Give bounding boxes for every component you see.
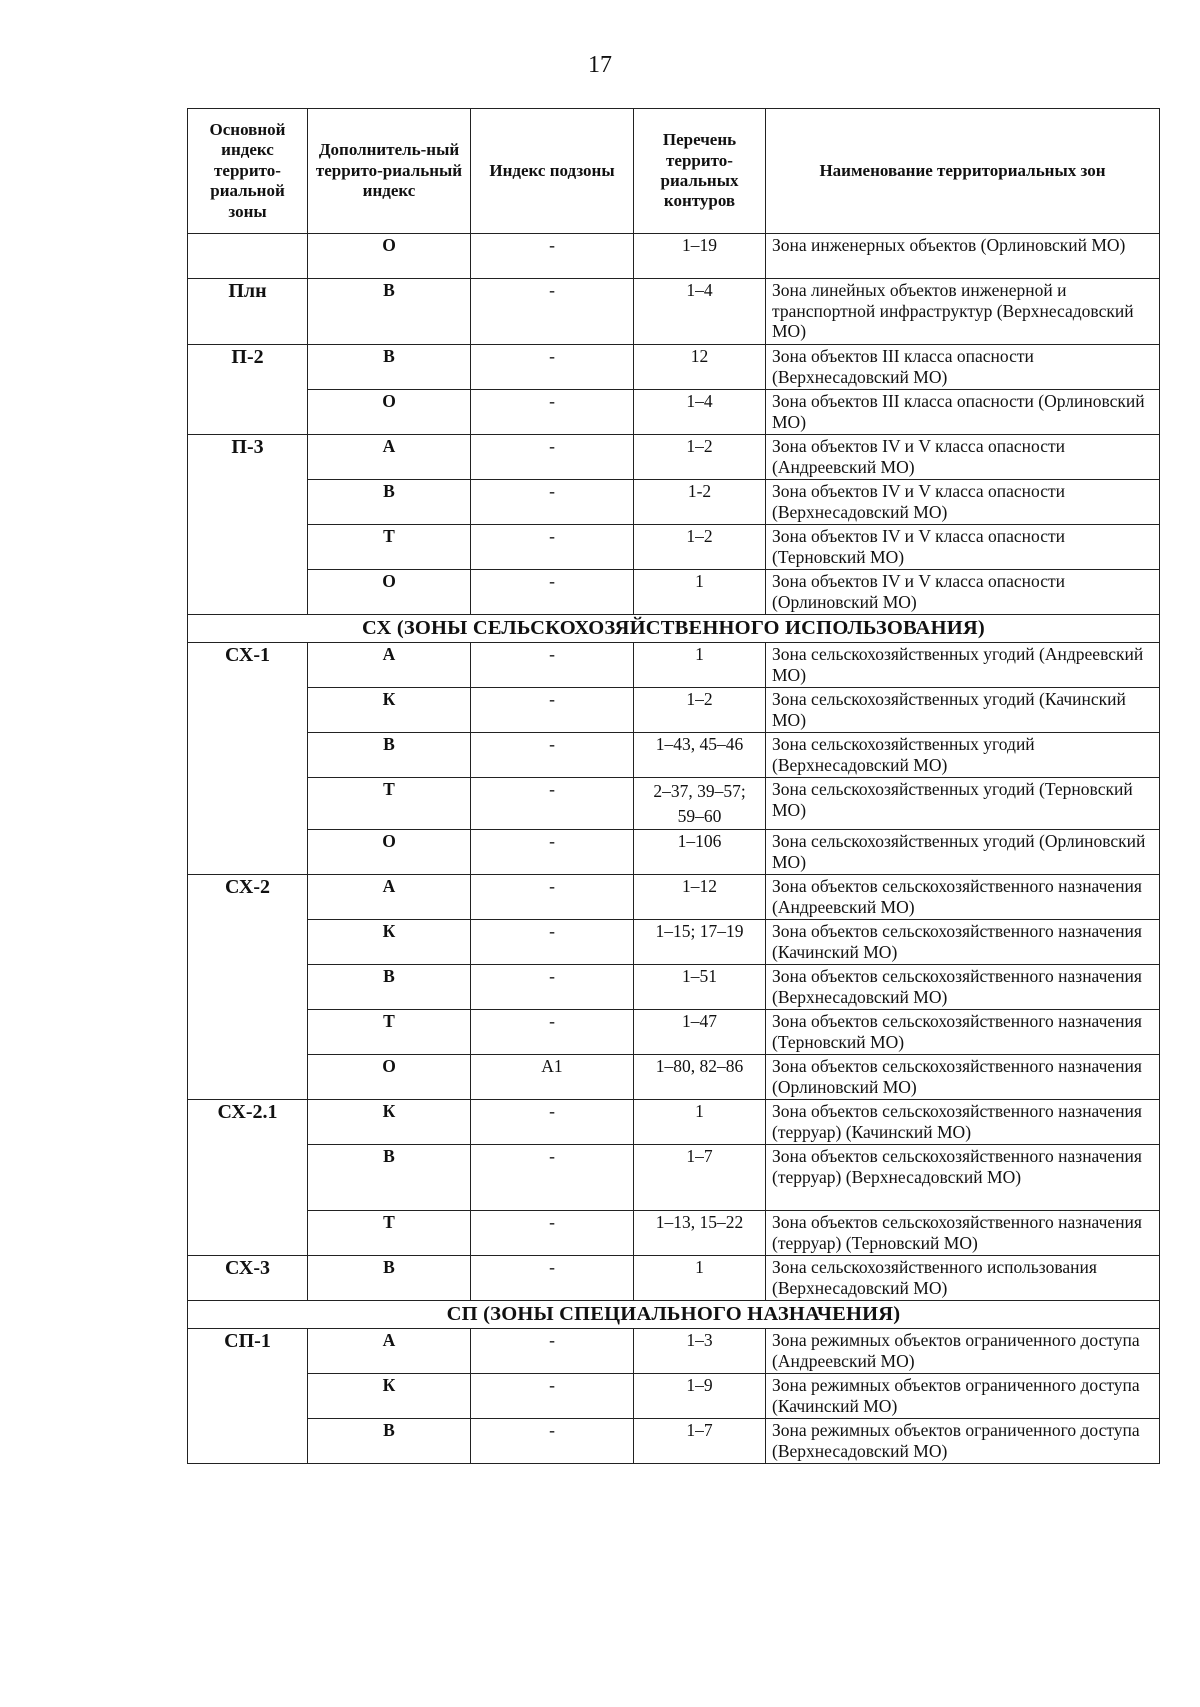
- zone-name-cell: Зона объектов сельскохозяйственного назначения (терруар) (Верхнесадовский МО): [766, 1145, 1160, 1211]
- zone-name-cell: Зона объектов сельскохозяйственного назначения (Терновский МО): [766, 1010, 1160, 1055]
- contours-cell: 1–80, 82–86: [634, 1055, 766, 1100]
- add-index-cell: К: [308, 1374, 471, 1419]
- table-row: [188, 1374, 1160, 1419]
- main-index-cell: [188, 1211, 308, 1256]
- table-row: [188, 875, 1160, 920]
- subzone-cell: -: [471, 830, 634, 875]
- table-row: [188, 1145, 1160, 1211]
- subzone-cell: -: [471, 1211, 634, 1256]
- main-index-cell: [188, 525, 308, 570]
- add-index-cell: О: [308, 1055, 471, 1100]
- main-index-cell: [188, 733, 308, 778]
- section-header-row: [188, 615, 1160, 643]
- table-row: [188, 778, 1160, 830]
- add-index-cell: Т: [308, 1010, 471, 1055]
- zone-name-cell: Зона объектов сельскохозяйственного назначения (Андреевский МО): [766, 875, 1160, 920]
- contours-cell: 1: [634, 1256, 766, 1301]
- main-index-cell: [188, 778, 308, 830]
- table-header-row: [188, 109, 1160, 234]
- contours-cell: 1–15; 17–19: [634, 920, 766, 965]
- main-index-cell: П-2: [188, 345, 308, 390]
- subzone-cell: -: [471, 1145, 634, 1211]
- table-row: [188, 733, 1160, 778]
- subzone-cell: -: [471, 1329, 634, 1374]
- add-index-cell: А: [308, 1329, 471, 1374]
- contours-cell: 1–106: [634, 830, 766, 875]
- table-row: [188, 1055, 1160, 1100]
- contours-cell: 12: [634, 345, 766, 390]
- table-row: [188, 1100, 1160, 1145]
- add-index-cell: А: [308, 875, 471, 920]
- zone-name-cell: Зона объектов III класса опасности (Верхнесадовский МО): [766, 345, 1160, 390]
- add-index-cell: Т: [308, 1211, 471, 1256]
- main-index-cell: [188, 234, 308, 279]
- add-index-cell: А: [308, 643, 471, 688]
- table-row: [188, 688, 1160, 733]
- zone-name-cell: Зона инженерных объектов (Орлиновский МО): [766, 234, 1160, 279]
- main-index-cell: СХ-2.1: [188, 1100, 308, 1145]
- header-contours: Перечень террито-риальных контуров: [634, 109, 766, 234]
- subzone-cell: -: [471, 920, 634, 965]
- main-index-cell: [188, 920, 308, 965]
- contours-cell: 1: [634, 570, 766, 615]
- add-index-cell: О: [308, 390, 471, 435]
- contours-cell: 1–9: [634, 1374, 766, 1419]
- table-row: [188, 1419, 1160, 1464]
- subzone-cell: -: [471, 480, 634, 525]
- zone-name-cell: Зона сельскохозяйственных угодий (Терновский МО): [766, 778, 1160, 830]
- main-index-cell: [188, 1419, 308, 1464]
- contours-cell: 1–2: [634, 688, 766, 733]
- subzone-cell: -: [471, 279, 634, 345]
- zone-name-cell: Зона объектов IV и V класса опасности (Терновский МО): [766, 525, 1160, 570]
- main-index-cell: [188, 965, 308, 1010]
- subzone-cell: -: [471, 390, 634, 435]
- contours-cell: 1–2: [634, 525, 766, 570]
- contours-cell: 1–4: [634, 279, 766, 345]
- zone-name-cell: Зона режимных объектов ограниченного доступа (Андреевский МО): [766, 1329, 1160, 1374]
- zone-name-cell: Зона режимных объектов ограниченного доступа (Верхнесадовский МО): [766, 1419, 1160, 1464]
- contours-cell: 1–47: [634, 1010, 766, 1055]
- add-index-cell: В: [308, 345, 471, 390]
- main-index-cell: [188, 1374, 308, 1419]
- add-index-cell: К: [308, 688, 471, 733]
- zone-name-cell: Зона объектов сельскохозяйственного назначения (Качинский МО): [766, 920, 1160, 965]
- contours-cell: 1–13, 15–22: [634, 1211, 766, 1256]
- zone-name-cell: Зона объектов сельскохозяйственного назначения (Верхнесадовский МО): [766, 965, 1160, 1010]
- zone-name-cell: Зона объектов сельскохозяйственного назначения (терруар) (Терновский МО): [766, 1211, 1160, 1256]
- table-row: [188, 1010, 1160, 1055]
- subzone-cell: -: [471, 643, 634, 688]
- add-index-cell: В: [308, 733, 471, 778]
- zone-name-cell: Зона объектов сельскохозяйственного назначения (Орлиновский МО): [766, 1055, 1160, 1100]
- subzone-cell: -: [471, 733, 634, 778]
- contours-cell: 1–12: [634, 875, 766, 920]
- subzone-cell: -: [471, 688, 634, 733]
- main-index-cell: Плн: [188, 279, 308, 345]
- table-row: [188, 643, 1160, 688]
- header-subzone-index: Индекс подзоны: [471, 109, 634, 234]
- section-header-cx: СХ (ЗОНЫ СЕЛЬСКОХОЗЯЙСТВЕННОГО ИСПОЛЬЗОВАНИЯ): [188, 615, 1160, 643]
- add-index-cell: Т: [308, 525, 471, 570]
- main-index-cell: СХ-3: [188, 1256, 308, 1301]
- zone-name-cell: Зона сельскохозяйственных угодий (Верхнесадовский МО): [766, 733, 1160, 778]
- add-index-cell: В: [308, 279, 471, 345]
- zone-name-cell: Зона линейных объектов инженерной и транспортной инфраструктур (Верхнесадовский МО): [766, 279, 1160, 345]
- add-index-cell: К: [308, 1100, 471, 1145]
- table-row: [188, 1211, 1160, 1256]
- contours-cell: 1–43, 45–46: [634, 733, 766, 778]
- subzone-cell: -: [471, 345, 634, 390]
- main-index-cell: СХ-2: [188, 875, 308, 920]
- main-index-cell: [188, 390, 308, 435]
- table-row: [188, 830, 1160, 875]
- zone-name-cell: Зона сельскохозяйственных угодий (Андреевский МО): [766, 643, 1160, 688]
- table-row: [188, 1256, 1160, 1301]
- header-zone-name: Наименование территориальных зон: [766, 109, 1160, 234]
- main-index-cell: [188, 1010, 308, 1055]
- zone-name-cell: Зона объектов сельскохозяйственного назначения (терруар) (Качинский МО): [766, 1100, 1160, 1145]
- add-index-cell: В: [308, 1145, 471, 1211]
- contours-cell: 1–51: [634, 965, 766, 1010]
- table-row: [188, 480, 1160, 525]
- add-index-cell: О: [308, 830, 471, 875]
- zone-name-cell: Зона объектов IV и V класса опасности (Орлиновский МО): [766, 570, 1160, 615]
- zones-table: [187, 108, 1160, 1464]
- subzone-cell: А1: [471, 1055, 634, 1100]
- table-row: [188, 965, 1160, 1010]
- contours-cell: 1–19: [634, 234, 766, 279]
- contours-cell: 1: [634, 1100, 766, 1145]
- subzone-cell: -: [471, 435, 634, 480]
- page-number: 17: [588, 52, 612, 78]
- contours-cell: 2–37, 39–57; 59–60: [634, 778, 766, 830]
- table-row: [188, 1329, 1160, 1374]
- table-row: [188, 390, 1160, 435]
- table-row: [188, 920, 1160, 965]
- subzone-cell: -: [471, 778, 634, 830]
- subzone-cell: -: [471, 570, 634, 615]
- subzone-cell: -: [471, 1419, 634, 1464]
- contours-cell: 1–3: [634, 1329, 766, 1374]
- contours-cell: 1–4: [634, 390, 766, 435]
- main-index-cell: П-3: [188, 435, 308, 480]
- header-add-index: Дополнитель-ный террито-риальный индекс: [308, 109, 471, 234]
- contours-cell: 1: [634, 643, 766, 688]
- zone-name-cell: Зона сельскохозяйственных угодий (Качинский МО): [766, 688, 1160, 733]
- header-main-index: Основной индекс террито-риальной зоны: [188, 109, 308, 234]
- section-header-sp: СП (ЗОНЫ СПЕЦИАЛЬНОГО НАЗНАЧЕНИЯ): [188, 1301, 1160, 1329]
- add-index-cell: В: [308, 1256, 471, 1301]
- main-index-cell: СХ-1: [188, 643, 308, 688]
- subzone-cell: -: [471, 1010, 634, 1055]
- main-index-cell: СП-1: [188, 1329, 308, 1374]
- main-index-cell: [188, 570, 308, 615]
- table-row: [188, 435, 1160, 480]
- main-index-cell: [188, 1145, 308, 1211]
- table-row: [188, 345, 1160, 390]
- subzone-cell: -: [471, 234, 634, 279]
- zone-name-cell: Зона сельскохозяйственных угодий (Орлиновский МО): [766, 830, 1160, 875]
- contours-cell: 1–7: [634, 1145, 766, 1211]
- zone-name-cell: Зона объектов III класса опасности (Орлиновский МО): [766, 390, 1160, 435]
- add-index-cell: В: [308, 965, 471, 1010]
- subzone-cell: -: [471, 1256, 634, 1301]
- add-index-cell: В: [308, 1419, 471, 1464]
- main-index-cell: [188, 1055, 308, 1100]
- add-index-cell: А: [308, 435, 471, 480]
- zone-name-cell: Зона режимных объектов ограниченного доступа (Качинский МО): [766, 1374, 1160, 1419]
- table-row: [188, 570, 1160, 615]
- main-index-cell: [188, 688, 308, 733]
- zone-name-cell: Зона сельскохозяйственного использования (Верхнесадовский МО): [766, 1256, 1160, 1301]
- add-index-cell: Т: [308, 778, 471, 830]
- table-row: [188, 279, 1160, 345]
- add-index-cell: В: [308, 480, 471, 525]
- contours-cell: 1–7: [634, 1419, 766, 1464]
- contours-cell: 1-2: [634, 480, 766, 525]
- contours-cell: 1–2: [634, 435, 766, 480]
- subzone-cell: -: [471, 1374, 634, 1419]
- main-index-cell: [188, 480, 308, 525]
- add-index-cell: О: [308, 234, 471, 279]
- table-row: [188, 234, 1160, 279]
- table-row: [188, 525, 1160, 570]
- subzone-cell: -: [471, 1100, 634, 1145]
- section-header-row: [188, 1301, 1160, 1329]
- main-index-cell: [188, 830, 308, 875]
- subzone-cell: -: [471, 875, 634, 920]
- add-index-cell: О: [308, 570, 471, 615]
- add-index-cell: К: [308, 920, 471, 965]
- zone-name-cell: Зона объектов IV и V класса опасности (Верхнесадовский МО): [766, 480, 1160, 525]
- zone-name-cell: Зона объектов IV и V класса опасности (Андреевский МО): [766, 435, 1160, 480]
- subzone-cell: -: [471, 965, 634, 1010]
- subzone-cell: -: [471, 525, 634, 570]
